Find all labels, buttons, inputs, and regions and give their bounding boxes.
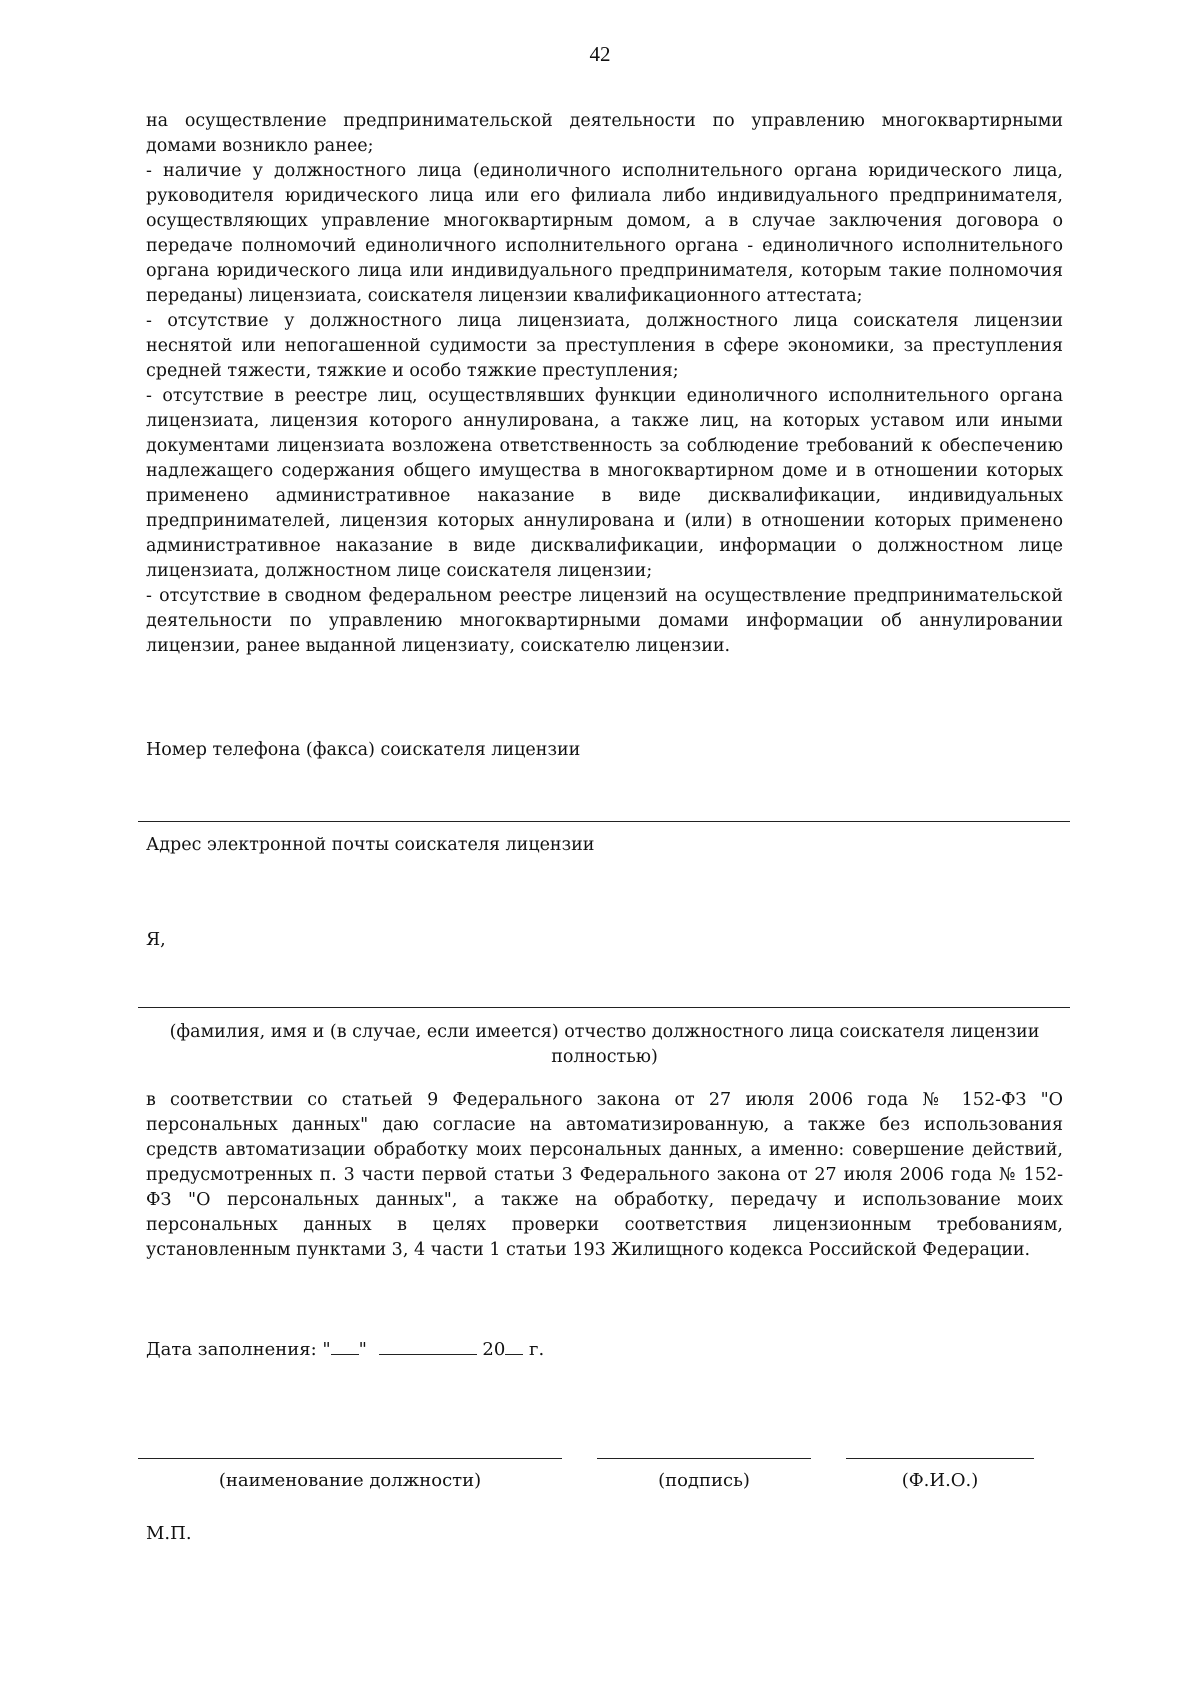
ya-label: Я, [146,930,166,950]
requirements-list [146,109,1063,659]
date-label: Дата заполнения: " [146,1339,331,1360]
page-number: 42 [589,42,611,66]
date-quote-close: " [358,1339,367,1360]
phone-field-line[interactable] [138,821,1070,822]
signature-caption: (подпись) [658,1470,750,1491]
fio-field-line[interactable] [138,1007,1070,1008]
requirement-item: - отсутствие в сводном федеральном реестре лицензий на осуществление предпринимательской деятельности по управлению многоквартирными домами информации об аннулировании лицензии, ранее выданной лицензиату, соискателю лицензии. [146,586,1063,656]
signature-field-line[interactable] [597,1458,811,1459]
requirement-item: - отсутствие у должностного лица лицензиата, должностного лица соискателя лицензии неснятой или непогашенной судимости за преступления в сфере экономики, за преступления средней тяжести, тяжкие и особо тяжкие преступления; [146,311,1063,381]
requirement-item: на осуществление предпринимательской деятельности по управлению многоквартирными домами возникло ранее; [146,111,1063,156]
year-suffix: г. [523,1339,545,1360]
name-field-line[interactable] [846,1458,1034,1459]
month-field[interactable] [379,1336,477,1355]
email-label: Адрес электронной почты соискателя лицензии [146,835,595,855]
phone-label: Номер телефона (факса) соискателя лицензии [146,740,581,760]
position-caption: (наименование должности) [218,1470,482,1491]
date-row [146,1336,544,1362]
stamp-label: М.П. [146,1523,192,1544]
position-field-line[interactable] [138,1458,562,1459]
name-caption: (Ф.И.О.) [901,1470,979,1491]
fio-caption: (фамилия, имя и (в случае, если имеется) отчество должностного лица соискателя лицензии полностью) [169,1022,1040,1067]
consent-text: в соответствии со статьей 9 Федерального закона от 27 июля 2006 года № 152-ФЗ "О персональных данных" даю согласие на автоматизированную, а также без использования средств автоматизации обработку моих персональных данных, а именно: совершение действий, предусмотренных п. 3 части первой статьи 3 Федерального закона от 27 июля 2006 года № 152-ФЗ "О персональных данных", а также на обработку, передачу и использование моих персональных данных в целях проверки соответствия лицензионным требованиям, установленным пунктами 3, 4 части 1 статьи 193 Жилищного кодекса Российской Федерации. [146,1090,1063,1260]
requirement-item: - наличие у должностного лица (единоличного исполнительного органа юридического лица, руководителя юридического лица или его филиала либо индивидуального предпринимателя, осуществляющих управление многоквартирным домом, а в случае заключения договора о передаче полномочий единоличного исполнительного органа - единоличного исполнительного органа юридического лица или индивидуального предпринимателя, которым такие полномочия переданы) лицензиата, соискателя лицензии квалификационного аттестата; [146,161,1063,306]
requirement-item: - отсутствие в реестре лиц, осуществлявших функции единоличного исполнительного органа лицензиата, лицензия которого аннулирована, а также лиц, на которых уставом или иными документами лицензиата возложена ответственность за соблюдение требований к обеспечению надлежащего содержания общего имущества в многоквартирном доме и в отношении которых применено административное наказание в виде дисквалификации, индивидуальных предпринимателей, лицензия которых аннулирована и (или) в отношении которых применено административное наказание в виде дисквалификации, информации о должностном лице лицензиата, должностном лице соискателя лицензии; [146,386,1063,581]
year-field[interactable] [505,1336,523,1355]
year-prefix: 20 [482,1339,506,1360]
day-field[interactable] [331,1336,359,1355]
